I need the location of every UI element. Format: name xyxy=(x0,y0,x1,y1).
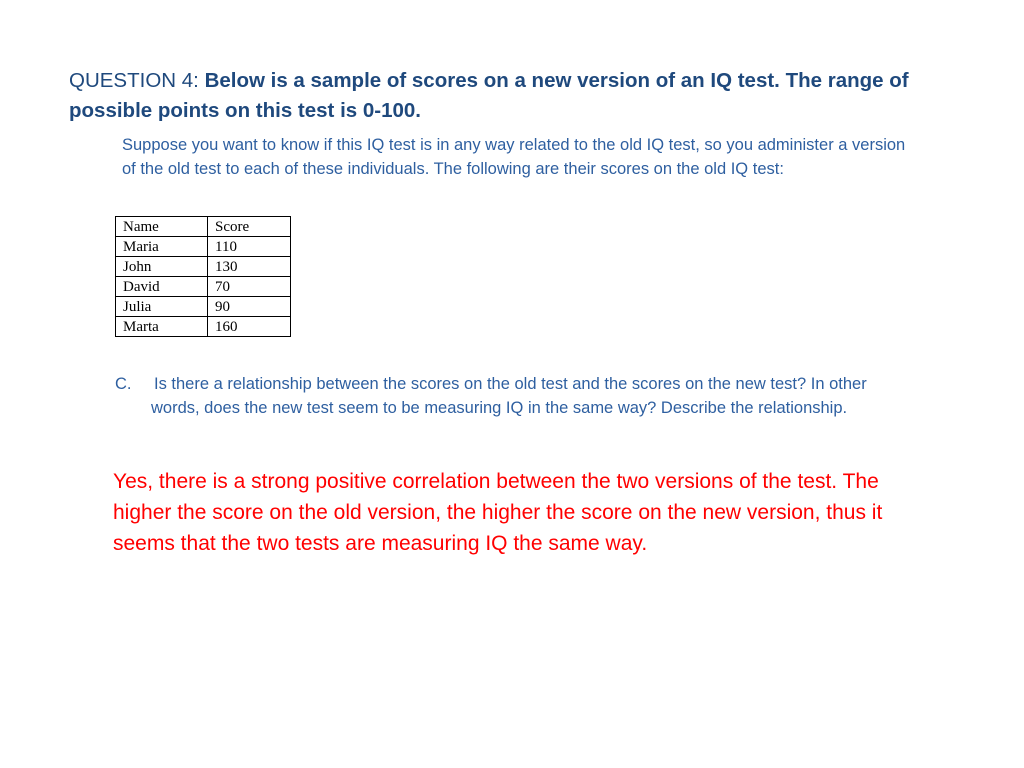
header-name: Name xyxy=(116,217,208,237)
cell-score: 110 xyxy=(208,237,291,257)
cell-score: 70 xyxy=(208,277,291,297)
cell-score: 90 xyxy=(208,297,291,317)
cell-name: Marta xyxy=(116,317,208,337)
header-score: Score xyxy=(208,217,291,237)
part-c-question xyxy=(115,372,915,420)
cell-name: Julia xyxy=(116,297,208,317)
table-row xyxy=(116,277,291,297)
table-row xyxy=(116,237,291,257)
question-title xyxy=(69,66,949,126)
table-row xyxy=(116,257,291,277)
scores-table xyxy=(115,216,291,337)
answer-text: Yes, there is a strong positive correlation between the two versions of the test. The higher the score on the old version, the higher the score on the new version, thus it seems that the two tests are measuring IQ the same way. xyxy=(113,470,883,555)
intro-paragraph: Suppose you want to know if this IQ test is in any way related to the old IQ test, so you administer a version of the old test to each of these individuals. The following are their scores on the old IQ test: xyxy=(122,136,906,178)
cell-score: 130 xyxy=(208,257,291,277)
question-label: QUESTION 4: xyxy=(69,69,205,92)
part-c-text: Is there a relationship between the scores on the old test and the scores on the new test? In other words, does the new test seem to be measuring IQ in the same way? Describe the relationship. xyxy=(151,375,867,417)
table-header-row xyxy=(116,217,291,237)
cell-name: Maria xyxy=(116,237,208,257)
table-row xyxy=(116,297,291,317)
cell-score: 160 xyxy=(208,317,291,337)
table-row xyxy=(116,317,291,337)
cell-name: John xyxy=(116,257,208,277)
cell-name: David xyxy=(116,277,208,297)
part-c-marker: C. xyxy=(115,375,132,393)
question-bold-text: Below is a sample of scores on a new version of an IQ test. The range of possible points on this test is 0-100. xyxy=(69,69,909,122)
